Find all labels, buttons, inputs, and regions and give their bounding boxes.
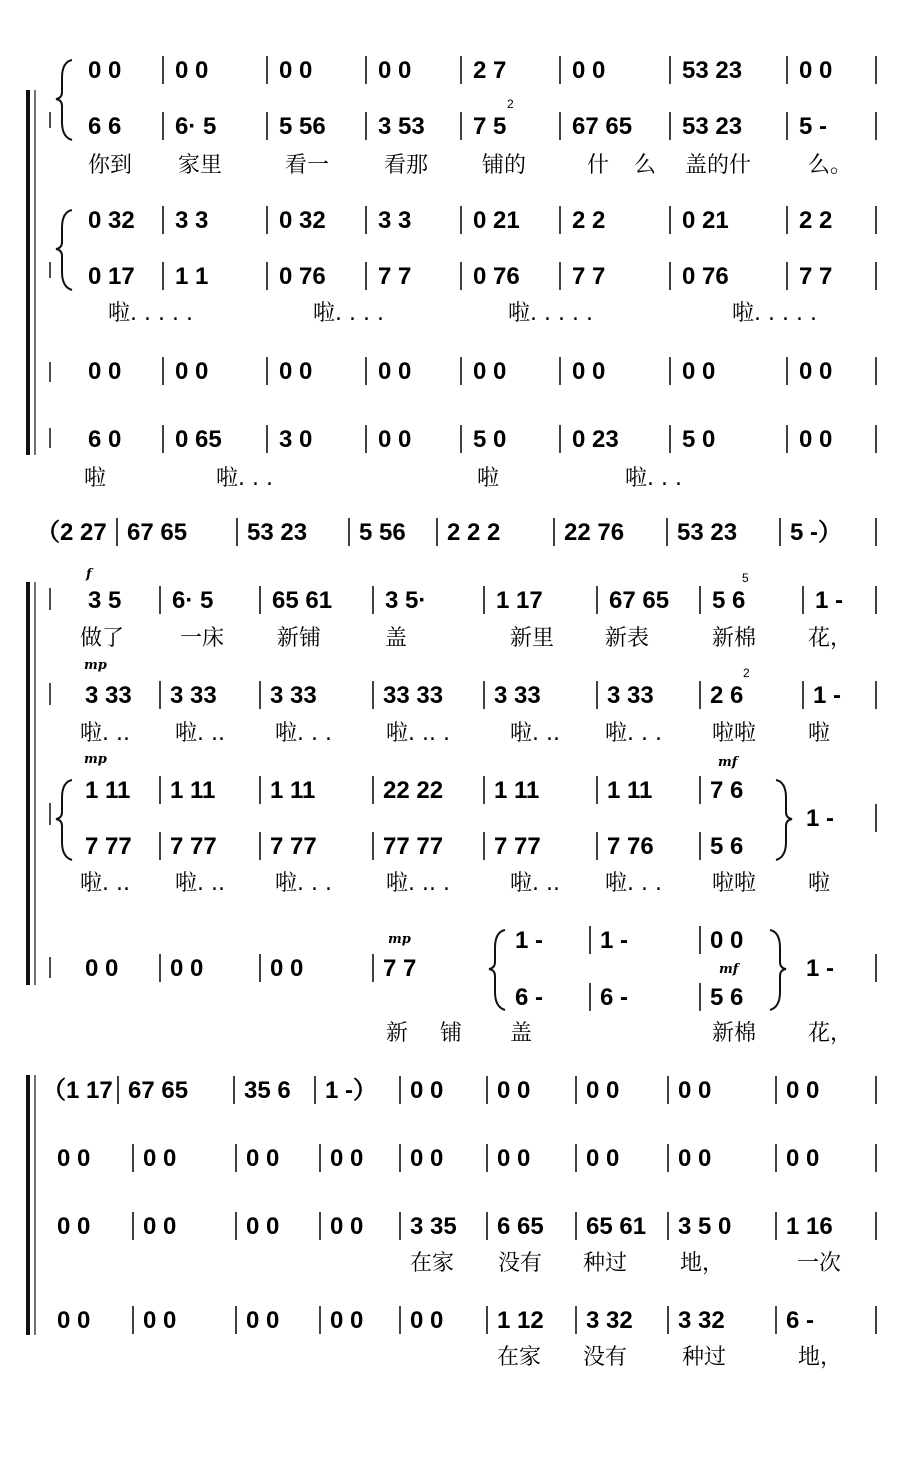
measure: 53 23: [682, 113, 743, 140]
notation-row: [806, 954, 876, 982]
measure: 33 33: [383, 682, 444, 709]
lyric-syllable: 啦. ..: [80, 721, 130, 746]
notation-row: [57, 1306, 876, 1334]
measure: 1 1: [175, 263, 209, 290]
lyric-syllable: 啦. . . . .: [108, 301, 193, 326]
measure: 0 0: [473, 358, 507, 385]
measure: 0 0: [175, 358, 209, 385]
dynamic-marking: mf: [718, 755, 738, 770]
measure: 0 0: [270, 955, 304, 982]
measure: 7 6: [710, 777, 744, 804]
lyric-line: [80, 871, 830, 896]
measure: 1 -: [515, 927, 544, 954]
measure: 1 11: [270, 777, 316, 804]
measure: 22 22: [383, 777, 444, 804]
lyric-syllable: 没有: [583, 1345, 628, 1370]
measure: 0 0: [678, 1145, 712, 1172]
lyric-syllable: 新棉: [712, 626, 757, 651]
dynamic-marking: mp: [388, 932, 411, 947]
measure: 0 0: [88, 358, 122, 385]
measure: 7 77: [170, 833, 217, 860]
measure: 3 33: [270, 682, 317, 709]
measure: 0 0: [497, 1077, 531, 1104]
lyric-syllable: 地，: [680, 1251, 725, 1276]
measure: 2 7: [473, 57, 507, 84]
measure: 0 0: [497, 1145, 531, 1172]
lyric-syllable: 啦: [84, 466, 107, 491]
lyric-line: [80, 626, 852, 651]
notation-row: [88, 262, 876, 290]
measure: 1 17: [496, 587, 543, 614]
notation-row: [85, 776, 743, 804]
measure: 3 3: [175, 207, 209, 234]
measure: 0 23: [572, 426, 619, 453]
measure: 0 0: [799, 426, 833, 453]
lyric-syllable: 啦: [477, 466, 500, 491]
measure: 53 23: [247, 519, 308, 546]
measure: 5 56: [279, 113, 326, 140]
measure: 6 65: [497, 1213, 544, 1240]
measure: 0 0: [330, 1307, 364, 1334]
lyric-syllable: 铺: [440, 1021, 463, 1046]
measure: 7 7: [383, 955, 417, 982]
measure: 5 6: [710, 984, 744, 1011]
measure: 1 11: [85, 777, 131, 804]
lyric-line: [84, 466, 682, 491]
measure: 0 17: [88, 263, 135, 290]
measure: 77 77: [383, 833, 444, 860]
measure: 3 33: [170, 682, 217, 709]
dynamic-marking: f: [86, 567, 92, 582]
measure: 5 0: [682, 426, 716, 453]
measure: 0 0: [710, 927, 744, 954]
measure: 0 32: [88, 207, 135, 234]
measure: 3 35: [410, 1213, 457, 1240]
measure: 7 76: [607, 833, 654, 860]
measure: 0 0: [586, 1145, 620, 1172]
lyric-syllable: 啦. . .: [625, 466, 682, 491]
lyric-line: [80, 721, 830, 746]
measure: 0 76: [682, 263, 729, 290]
measure: 3 53: [378, 113, 425, 140]
lyric-syllable: 啦. ..: [175, 721, 225, 746]
measure: 65 61: [272, 587, 333, 614]
measure: 2 2: [572, 207, 606, 234]
measure: 7 7: [572, 263, 606, 290]
measure: 0 0: [410, 1145, 444, 1172]
lyric-syllable: 盖: [510, 1021, 533, 1046]
measure: 5 6: [712, 587, 746, 614]
measure: 6 -: [600, 984, 629, 1011]
lyric-syllable: 啦. ..: [80, 871, 130, 896]
measure: 1 -: [600, 927, 629, 954]
measure: 3 33: [494, 682, 541, 709]
measure: 0 0: [57, 1145, 91, 1172]
measure: 0 0: [143, 1213, 177, 1240]
lyric-syllable: 啦. . .: [275, 721, 332, 746]
lyric-syllable: 啦. ..: [510, 871, 560, 896]
lyric-syllable: 啦. . . .: [313, 301, 384, 326]
lyric-line: [497, 1345, 842, 1370]
measure: 5 -: [799, 113, 828, 140]
lyric-syllable: 啦啦: [712, 871, 757, 896]
measure: 0 21: [682, 207, 729, 234]
lyric-syllable: 看一: [285, 153, 330, 178]
grace-note: 5: [742, 571, 749, 585]
notation-row: [88, 357, 876, 385]
measure: 0 76: [473, 263, 520, 290]
lyric-line: [108, 301, 817, 326]
measure: 6 -: [515, 984, 544, 1011]
lyric-line: [88, 153, 852, 178]
dynamic-marking: mf: [719, 962, 739, 977]
measure: 0 0: [572, 57, 606, 84]
lyric-syllable: 啦. . .: [275, 871, 332, 896]
measure: 0 0: [586, 1077, 620, 1104]
measure: 35 6: [244, 1077, 291, 1104]
grace-note: 2: [743, 666, 750, 680]
measure: 3 0: [279, 426, 313, 453]
measure: 6 -: [786, 1307, 815, 1334]
measure: 2 6: [710, 682, 744, 709]
notation-row: [515, 926, 743, 954]
measure: 0 0: [378, 358, 412, 385]
measure: 0 32: [279, 207, 326, 234]
measure: 1 -: [813, 682, 842, 709]
notation-row: [88, 586, 876, 614]
measure: 0 0: [246, 1213, 280, 1240]
measure: 0 0: [682, 358, 716, 385]
lyric-syllable: 新表: [605, 626, 650, 651]
lyric-syllable: 家里: [178, 153, 223, 178]
measure: 0 0: [85, 955, 119, 982]
lyric-syllable: 做了: [80, 626, 125, 651]
lyric-syllable: 在家: [410, 1251, 455, 1276]
notation-row: [88, 112, 876, 140]
notation-row: [57, 1144, 876, 1172]
measure: 0 0: [410, 1077, 444, 1104]
notation-row: [88, 206, 876, 234]
measure: 6 6: [88, 113, 122, 140]
measure: 0 0: [330, 1145, 364, 1172]
measure: 6· 5: [172, 587, 214, 614]
measure: 22 76: [564, 519, 625, 546]
notation-row: [85, 954, 416, 982]
measure: 65 61: [586, 1213, 647, 1240]
measure: 0 0: [88, 57, 122, 84]
measure: 67 65: [128, 1077, 189, 1104]
notation-row: [85, 832, 743, 860]
measure: 7 77: [270, 833, 317, 860]
measure: 6 0: [88, 426, 122, 453]
notation-row: [42, 1076, 876, 1104]
measure: 5 0: [473, 426, 507, 453]
measure: 7 7: [799, 263, 833, 290]
lyric-syllable: 新棉: [712, 1021, 757, 1046]
lyric-syllable: 什: [587, 153, 610, 178]
measure: 2 2: [799, 207, 833, 234]
lyric-syllable: 没有: [498, 1251, 543, 1276]
measure: 67 65: [572, 113, 633, 140]
measure: 3 32: [586, 1307, 633, 1334]
lyric-syllable: 啦. . . . .: [508, 301, 593, 326]
measure: 0 21: [473, 207, 520, 234]
lyric-syllable: 种过: [583, 1251, 628, 1276]
measure: 0 0: [410, 1307, 444, 1334]
notation-row: [515, 983, 743, 1011]
measure: 1 -）: [325, 1077, 378, 1104]
measure: 7 77: [85, 833, 132, 860]
lyric-syllable: 么: [634, 153, 657, 178]
lyric-syllable: 一次: [797, 1251, 842, 1276]
measure: 53 23: [682, 57, 743, 84]
measure: 1 -: [806, 805, 835, 832]
lyric-syllable: 铺的: [482, 153, 527, 178]
measure: （2 27: [36, 519, 107, 546]
measure: 0 0: [378, 426, 412, 453]
lyric-syllable: 看那: [384, 153, 429, 178]
measure: 0 0: [279, 57, 313, 84]
measure: 53 23: [677, 519, 738, 546]
lyric-syllable: 盖的什: [685, 153, 752, 178]
measure: 0 0: [175, 57, 209, 84]
lyric-syllable: 你到: [88, 153, 133, 178]
measure: 0 0: [57, 1307, 91, 1334]
lyric-syllable: 啦啦: [712, 721, 757, 746]
lyric-syllable: 一床: [180, 626, 225, 651]
lyric-syllable: 么。: [808, 153, 853, 178]
lyric-syllable: 种过: [682, 1345, 727, 1370]
measure: 0 0: [786, 1077, 820, 1104]
lyric-syllable: 花，: [808, 1021, 853, 1046]
measure: 1 11: [607, 777, 653, 804]
measure: 0 0: [143, 1307, 177, 1334]
measure: 2 2 2: [447, 519, 501, 546]
lyric-syllable: 啦. . .: [605, 721, 662, 746]
measure: 5 -）: [790, 519, 843, 546]
lyric-syllable: 花，: [808, 626, 853, 651]
measure: 7 77: [494, 833, 541, 860]
measure: 67 65: [127, 519, 188, 546]
measure: 1 11: [494, 777, 540, 804]
measure: 3 5: [88, 587, 122, 614]
measure: 0 0: [279, 358, 313, 385]
measure: 0 0: [799, 358, 833, 385]
notation-row: [806, 804, 876, 832]
measure: 0 76: [279, 263, 326, 290]
lyric-syllable: 啦. . .: [605, 871, 662, 896]
lyric-syllable: 啦. .. .: [386, 871, 450, 896]
lyric-line: [386, 1021, 852, 1046]
measure: 1 -: [806, 955, 835, 982]
notation-row: [85, 681, 876, 709]
lyric-syllable: 新: [386, 1021, 409, 1046]
lyric-syllable: 地，: [798, 1345, 843, 1370]
lyric-syllable: 啦. ..: [175, 871, 225, 896]
notation-row: [57, 1212, 876, 1240]
lyric-syllable: 啦. .. .: [386, 721, 450, 746]
measure: 0 0: [786, 1145, 820, 1172]
measure: 6· 5: [175, 113, 217, 140]
lyric-syllable: 盖: [385, 626, 408, 651]
measure: 3 32: [678, 1307, 725, 1334]
lyric-syllable: 新里: [510, 626, 555, 651]
measure: 1 11: [170, 777, 216, 804]
measure: 67 65: [609, 587, 670, 614]
notation-row: [36, 518, 876, 546]
measure: 0 0: [572, 358, 606, 385]
measure: 7 5: [473, 113, 507, 140]
measure: 5 56: [359, 519, 406, 546]
measure: 3 5·: [385, 587, 427, 614]
notation-row: [88, 425, 876, 453]
lyric-syllable: 啦. . .: [216, 466, 273, 491]
measure: （1 17: [42, 1077, 113, 1104]
lyric-line: [410, 1251, 841, 1276]
measure: 5 6: [710, 833, 744, 860]
lyric-syllable: 啦: [808, 721, 831, 746]
measure: 3 5 0: [678, 1213, 732, 1240]
dynamic-marking: mp: [84, 752, 107, 767]
measure: 0 0: [799, 57, 833, 84]
measure: 1 16: [786, 1213, 833, 1240]
measure: 1 12: [497, 1307, 544, 1334]
dynamic-marking: mp: [84, 658, 107, 673]
measure: 3 33: [607, 682, 654, 709]
lyric-syllable: 啦: [808, 871, 831, 896]
notation-row: [88, 56, 876, 84]
measure: 0 0: [330, 1213, 364, 1240]
lyric-syllable: 啦. . . . .: [732, 301, 817, 326]
measure: 0 0: [678, 1077, 712, 1104]
measure: 3 33: [85, 682, 132, 709]
lyric-syllable: 啦. ..: [510, 721, 560, 746]
notation-rows: [36, 56, 876, 1334]
measure: 0 0: [378, 57, 412, 84]
lyric-syllable: 新铺: [277, 626, 322, 651]
measure: 1 -: [815, 587, 844, 614]
measure: 3 3: [378, 207, 412, 234]
measure: 0 65: [175, 426, 222, 453]
measure: 0 0: [246, 1307, 280, 1334]
measure: 0 0: [57, 1213, 91, 1240]
lyric-syllable: 在家: [497, 1345, 542, 1370]
measure: 0 0: [143, 1145, 177, 1172]
measure: 7 7: [378, 263, 412, 290]
grace-note: 2: [507, 97, 514, 111]
measure: 0 0: [246, 1145, 280, 1172]
measure: 0 0: [170, 955, 204, 982]
